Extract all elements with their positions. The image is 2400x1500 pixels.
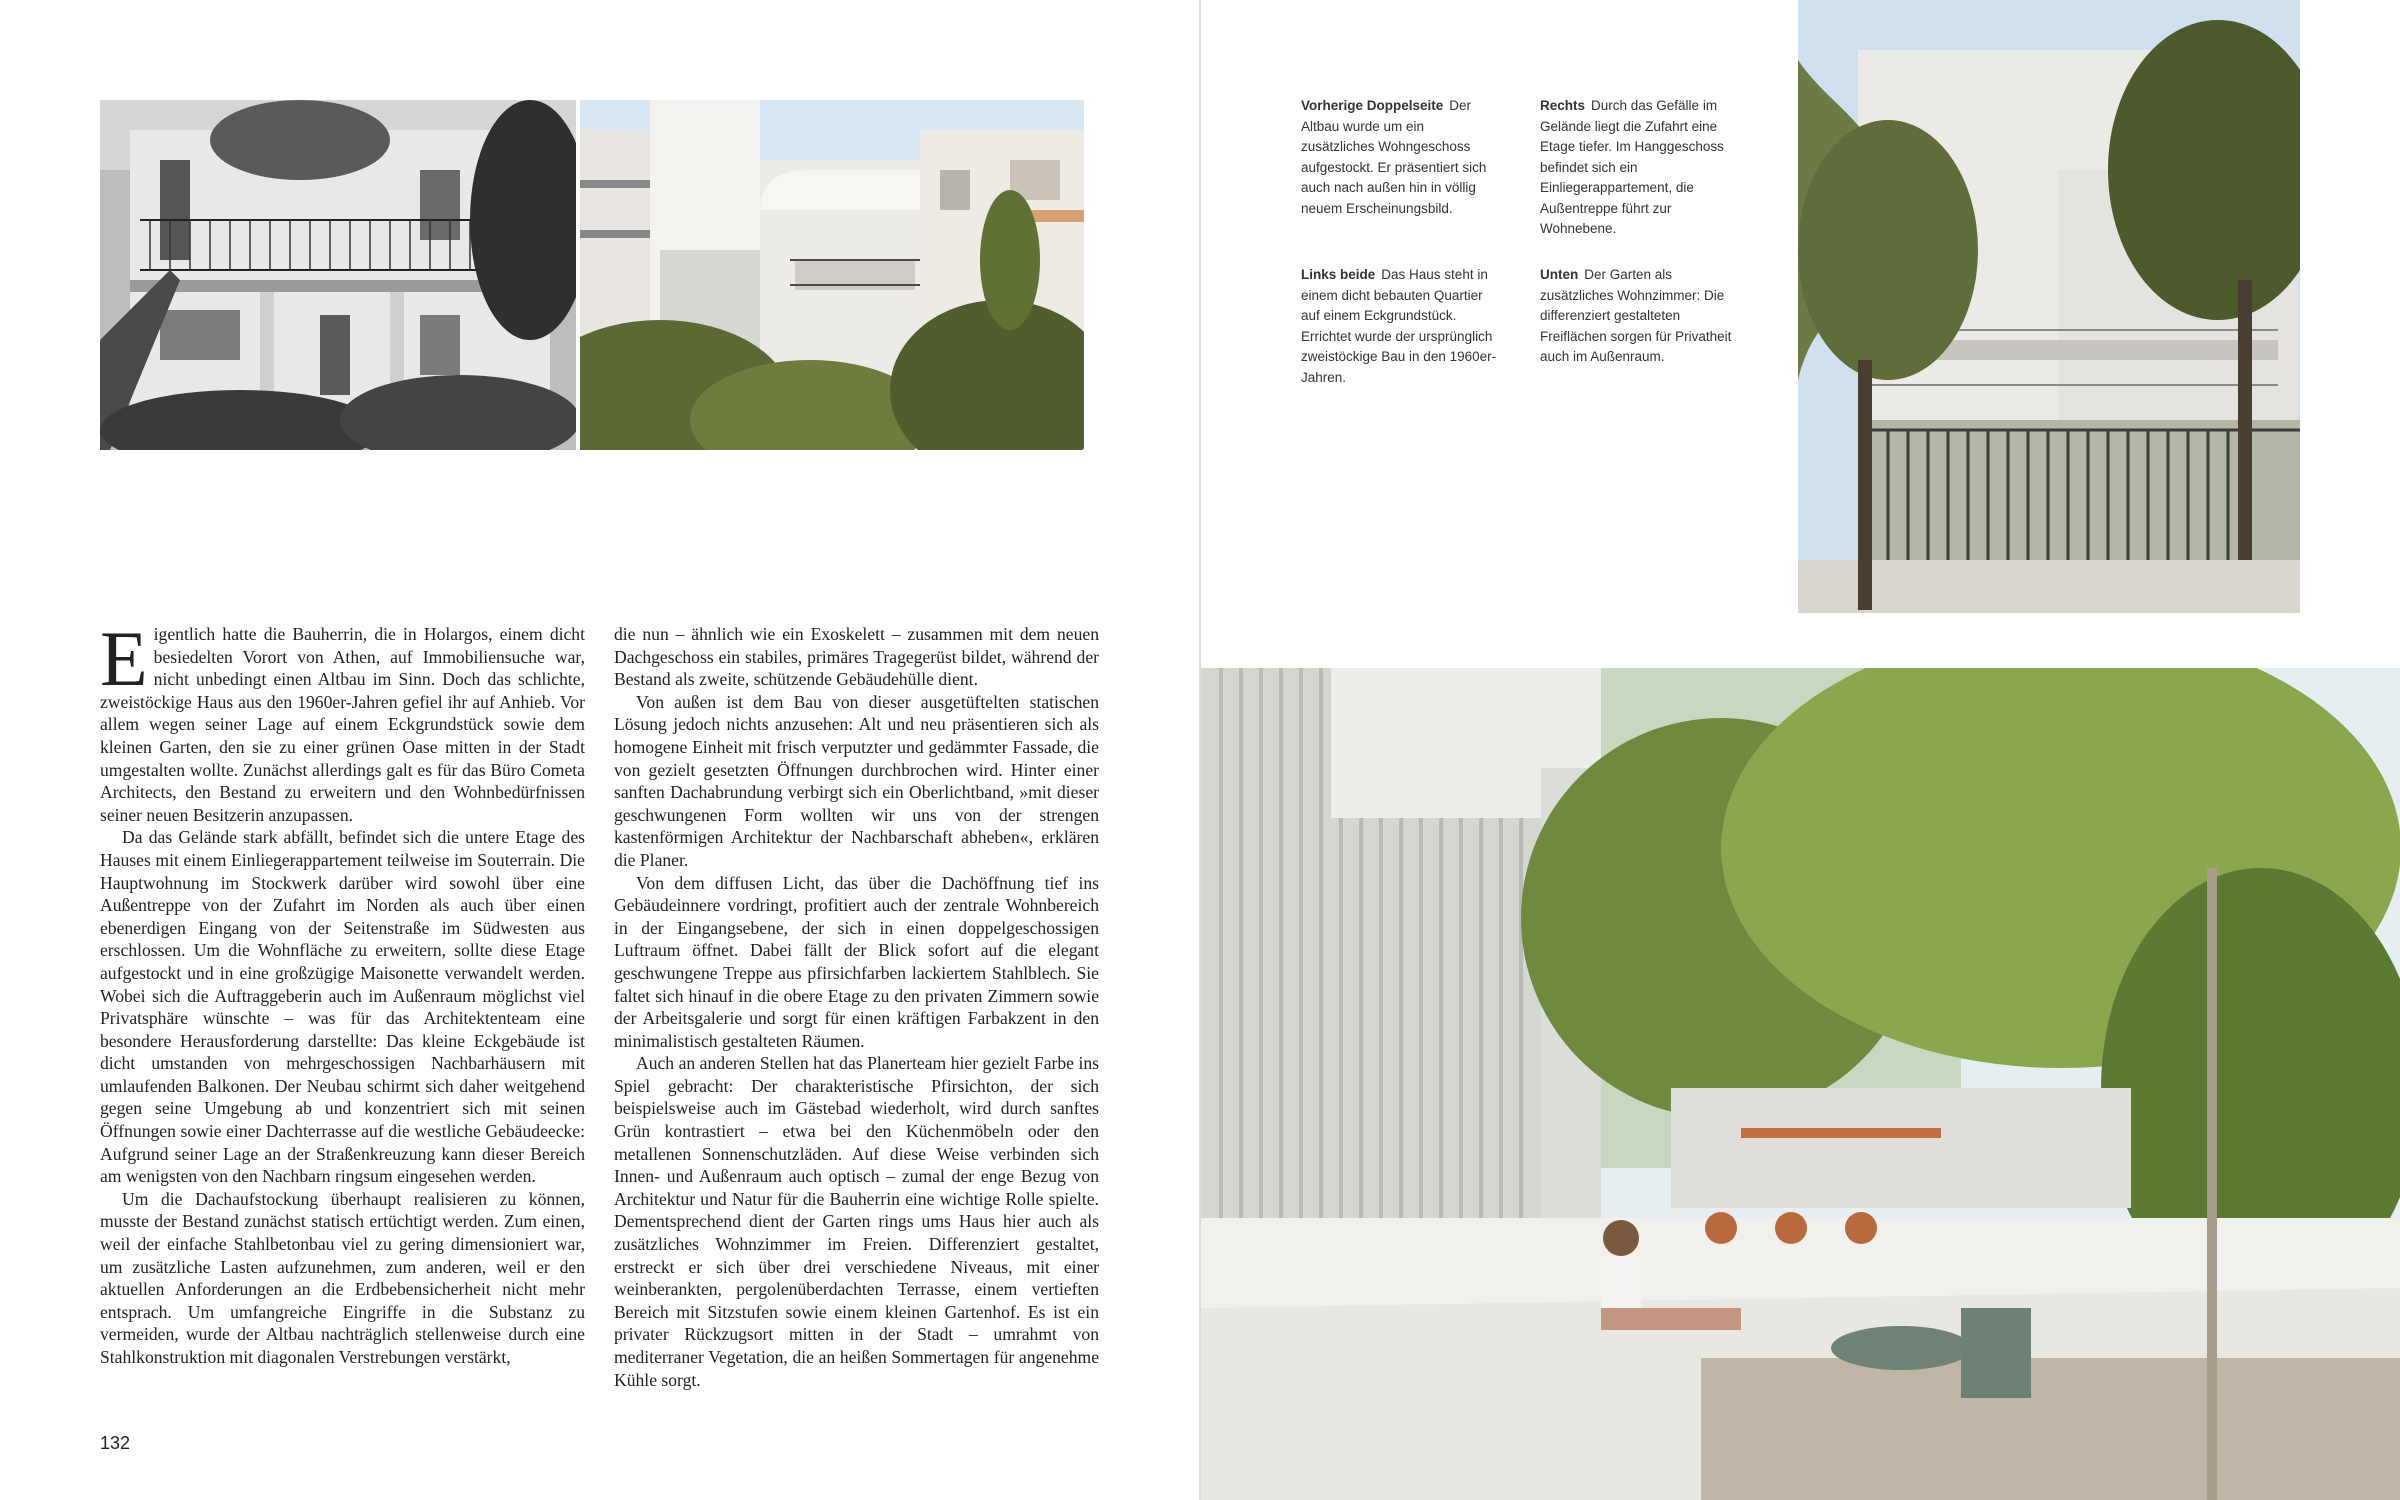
- body-paragraph: Von außen ist dem Bau von dieser ausgetüftelten statischen Lösung jedoch nichts anzusehen: Alt und neu präsentieren sich als homogene Einheit mit frisch verputzter und gedämmter Fassade, die von gezielt gesetzten Öffnungen durchbrochen wird. Hinter einer sanften Dachabrundung verbirgt sich ein Oberlichtband, »mit dieser geschwungenen Form wollten wir uns von der strengen kastenförmigen Architektur der Nachbarschaft abheben«, erklären die Planer.: [614, 691, 1099, 870]
- body-column-2: [614, 623, 1099, 1391]
- photo-new-house-street: [580, 100, 1084, 450]
- caption-previous-spread: [1301, 96, 1501, 219]
- caption-lead: Unten: [1540, 267, 1579, 282]
- body-paragraph: die nun – ähnlich wie ein Exoskelett – zusammen mit dem neuen Dachgeschoss ein stabiles, primäres Tragegerüst bildet, während der Bestand als zweite, schützende Gebäudehülle dient.: [614, 624, 1099, 690]
- body-column-1: [100, 615, 585, 1369]
- body-paragraph: Um die Dachaufstockung überhaupt realisieren zu können, musste der Bestand zunächst statisch ertüchtigt werden. Zum einen, weil der einfache Stahlbetonbau viel zu gering dimensioniert war, um zusätzliche Lasten aufzunehmen, zum anderen, weil er den aktuellen Anforderungen an die Erdbebensicherheit nicht mehr entsprach. Um umfangreiche Eingriffe in die Substanz zu vermeiden, wurde der Altbau nachträglich stellenweise durch eine Stahlkonstruktion mit diagonalen Verstrebungen verstärkt,: [100, 1188, 585, 1367]
- photo-garden-terrace: [1201, 668, 2400, 1500]
- left-page: [0, 0, 1199, 1500]
- caption-right: [1540, 96, 1740, 240]
- caption-text: Durch das Gefälle im Gelände liegt die Zufahrt eine Etage tiefer. Im Hanggeschoss befindet sich ein Einliegerappartement, die Außentreppe führt zur Wohnebene.: [1540, 98, 1724, 236]
- photo-old-house-bw: [100, 100, 576, 450]
- body-paragraph: Von dem diffusen Licht, das über die Dachöffnung tief ins Gebäudeinnere vordringt, profitiert auch der zentrale Wohnbereich in der Eingangsebene, der sich in einen doppelgeschossigen Luftraum öffnet. Dabei fällt der Blick sofort auf die elegant geschwungene Treppe aus pfirsichfarben lackiertem Stahlblech. Sie faltet sich hinauf in die obere Etage zu den privaten Zimmern sowie der Arbeitsgalerie und sorgt für einen kräftigen Farbakzent in den minimalistisch gestalteten Räumen.: [614, 872, 1099, 1051]
- caption-text: Der Altbau wurde um ein zusätzliches Wohngeschoss aufgestockt. Er präsentiert sich auch nach außen hin in völlig neuem Erscheinungsbild.: [1301, 98, 1487, 216]
- page-number: 132: [100, 1433, 131, 1453]
- caption-left-both: [1301, 265, 1501, 388]
- caption-lead: Rechts: [1540, 98, 1586, 113]
- caption-text: Der Garten als zusätzliches Wohnzimmer: Die differenziert gestalteten Freiflächen sorgen für Privatheit auch im Außenraum.: [1540, 267, 1732, 364]
- photo-old-house-bw-image: [100, 100, 576, 450]
- photo-facade-gate-image: [1798, 0, 2300, 613]
- body-paragraph: [100, 615, 585, 826]
- body-paragraph: Da das Gelände stark abfällt, befindet sich die untere Etage des Hauses mit einem Einliegerappartement teilweise im Souterrain. Die Hauptwohnung im Stockwerk darüber wird sowohl über eine Außentreppe von der Zufahrt im Norden als auch über einen ebenerdigen Eingang von der Seitenstraße im Südwesten aus erschlossen. Um die Wohnfläche zu erweitern, sollte diese Etage aufgestockt und in eine großzügige Maisonette verwandelt werden. Wobei sich die Auftraggeberin auch im Außenraum möglichst viel Privatsphäre wünschte – was für das Architektenteam eine besondere Herausforderung darstellte: Das kleine Eckgebäude ist dicht umstanden von mehrgeschossigen Nachbarhäusern mit umlaufenden Balkonen. Der Neubau schirmt sich daher weitgehend gegen seine Umgebung ab und konzentriert sich mit seinen Öffnungen sowie einer Dachterrasse auf die westliche Gebäudeecke: Aufgrund seiner Lage an der Straßenkreuzung kann dieser Bereich am wenigsten von den Nachbarn ringsum eingesehen werden.: [100, 827, 585, 1187]
- photo-facade-gate: [1798, 0, 2300, 613]
- photo-garden-terrace-image: [1201, 668, 2400, 1500]
- body-paragraph: Auch an anderen Stellen hat das Planerteam hier gezielt Farbe ins Spiel gebracht: Der charakteristische Pfirsichton, der sich beispielsweise auch im Gästebad wiederholt, wird durch sanftes Grün kontrastiert – etwa bei den Küchenmöbeln oder den metallenen Sonnenschutzläden. Auf diese Weise verbinden sich Innen- und Außenraum auch optisch – zumal der enge Bezug von Architektur und Natur für die Bauherrin eine wichtige Rolle spielte. Dementsprechend dient der Garten rings ums Haus hier auch als zusätzliches Wohnzimmer im Freien. Differenziert gestaltet, erstreckt er sich über drei verschiedene Niveaus, mit einer weinberankten, pergolenüberdachten Terrasse, einem vertieften Bereich mit Sitzstufen sowie einem kleinen Gartenhof. Es ist ein privater Rückzugsort mitten in der Stadt – umrahmt von mediterraner Vegetation, die an heißen Sommertagen für angenehme Kühle sorgt.: [614, 1053, 1099, 1390]
- body-paragraph-text: igentlich hatte die Bauherrin, die in Holargos, einem dicht besiedelten Vorort von Athen, auf Immobiliensuche war, nicht unbedingt einen Altbau im Sinn. Doch das schlichte, zweistöckige Haus aus den 1960er-Jahren gefiel ihr auf Anhieb. Vor allem wegen seiner Lage auf einem Eckgrundstück sowie dem kleinen Garten, den sie zu einer grünen Oase mitten in der Stadt umgestalten wollte. Zunächst allerdings galt es für das Büro Cometa Architects, den Bestand zu erweitern und den Wohnbedürfnissen seiner neuen Besitzerin anzupassen.: [100, 624, 585, 825]
- dropcap: E: [100, 615, 148, 702]
- caption-lead: Links beide: [1301, 267, 1376, 282]
- photo-new-house-street-image: [580, 100, 1084, 450]
- caption-lead: Vorherige Doppelseite: [1301, 98, 1444, 113]
- caption-text: Das Haus steht in einem dicht bebauten Quartier auf einem Eckgrundstück. Errichtet wurde der ursprünglich zweistöckige Bau in den 1960er-Jahren.: [1301, 267, 1497, 385]
- right-page: [1201, 0, 2400, 1500]
- caption-bottom: [1540, 265, 1740, 368]
